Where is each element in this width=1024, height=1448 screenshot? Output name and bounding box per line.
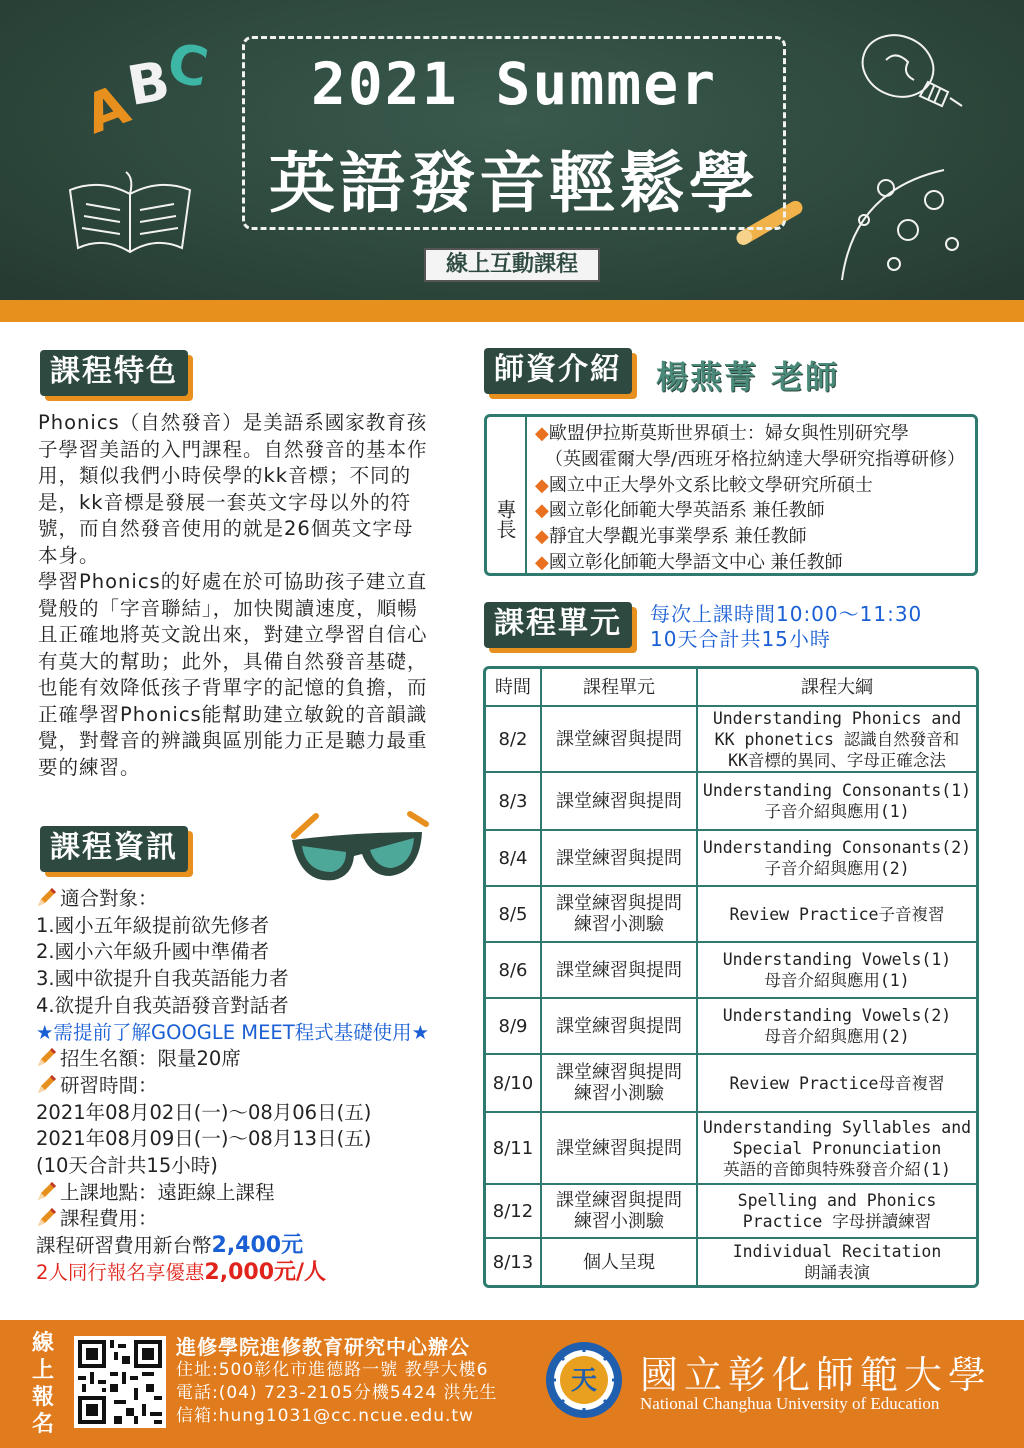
university-name-zh: 國立彰化師範大學	[640, 1353, 993, 1397]
location-row	[36, 1180, 456, 1207]
book-icon	[60, 170, 200, 260]
schedule-date: 8/13	[486, 1239, 542, 1285]
fee-amount: 2,400元	[211, 1233, 304, 1259]
seal-character: 天	[570, 1366, 598, 1396]
schedule-outline-line: 子音介紹與應用(2)	[764, 859, 910, 878]
specialty-item	[535, 421, 965, 447]
period-total: (10天合計共15小時)	[36, 1154, 218, 1178]
features-heading: 課程特色	[40, 350, 188, 396]
pencil-icon	[36, 1180, 58, 1202]
diamond-icon: ◆	[535, 423, 549, 444]
specialty-text: 歐盟伊拉斯莫斯世界碩士：婦女與性別研究學	[548, 423, 909, 444]
pencil-icon	[36, 886, 58, 908]
schedule-unit	[542, 1113, 698, 1185]
pencil-icon	[36, 1206, 58, 1228]
schedule-outline-line: Practice 字母拼讀練習	[742, 1212, 932, 1231]
header-divider	[0, 300, 1024, 322]
qr-code[interactable]	[74, 1336, 166, 1428]
schedule-outline	[698, 1113, 976, 1185]
schedule-unit-line: 練習小測驗	[574, 1211, 664, 1232]
glasses-icon	[286, 796, 436, 896]
schedule-unit	[542, 1055, 698, 1113]
schedule-unit	[542, 707, 698, 773]
schedule-unit	[542, 943, 698, 999]
specialty-item	[535, 498, 965, 524]
period-1: 2021年08月02日(一)～08月06日(五)	[36, 1100, 372, 1124]
schedule-outline	[698, 707, 976, 773]
schedule-unit-line: 課堂練習與提問	[556, 790, 682, 812]
info-list	[36, 886, 456, 1287]
info-heading: 課程資訊	[40, 826, 188, 872]
schedule-unit-line: 練習小測驗	[574, 1083, 664, 1104]
schedule-outline-line: 英語的音節與特殊發音介紹(1)	[723, 1159, 951, 1179]
schedule-unit-line: 課堂練習與提問	[556, 1137, 682, 1159]
schedule-outline-line: KK音標的異同、字母正確念法	[728, 750, 946, 770]
table-row	[486, 999, 976, 1055]
period-label-row	[36, 1073, 456, 1100]
qr-code-icon	[78, 1340, 162, 1424]
specialty-text: 靜宜大學觀光事業學系 兼任教師	[548, 526, 807, 548]
schedule-unit	[542, 773, 698, 831]
fee-row	[36, 1233, 456, 1260]
schedule-unit	[542, 887, 698, 943]
table-row	[486, 1239, 976, 1285]
audience-item-4: 4.欲提升自我英語發音對話者	[36, 993, 289, 1017]
table-row	[486, 1113, 976, 1185]
schedule-outline-line: Spelling and Phonics	[737, 1191, 937, 1210]
schedule-date: 8/11	[486, 1113, 542, 1185]
schedule-outline-line: Understanding Vowels(2)	[722, 1006, 952, 1025]
letter-a: A	[76, 72, 138, 147]
audience-label: 適合對象：	[60, 887, 158, 910]
teacher-heading: 師資介紹	[484, 348, 632, 394]
col-header-outline: 課程大綱	[698, 669, 976, 707]
schedule-outline	[698, 943, 976, 999]
audience-label-row	[36, 886, 456, 913]
schedule-outline-line: Special Pronunciation	[732, 1138, 942, 1158]
table-row	[486, 831, 976, 887]
schedule-unit-line: 課堂練習與提問	[556, 893, 682, 914]
discount-row	[36, 1260, 456, 1287]
table-body	[486, 707, 976, 1285]
schedule-outline	[698, 1185, 976, 1239]
schedule-unit	[542, 999, 698, 1055]
discount-amount: 2,000元/人	[204, 1259, 327, 1285]
schedule-outline-line: Review Practice子音複習	[729, 904, 945, 924]
schedule-date: 8/6	[486, 943, 542, 999]
schedule-outline-line: Understanding Phonics and	[712, 708, 962, 728]
online-register-label: 線上報名	[31, 1331, 54, 1437]
schedule-outline	[698, 773, 976, 831]
schedule-date: 8/9	[486, 999, 542, 1055]
period-2: 2021年08月09日(一)～08月13日(五)	[36, 1127, 372, 1151]
schedule-outline-line: Review Practice母音複習	[729, 1073, 945, 1093]
contact-info	[176, 1336, 498, 1428]
letter-b: B	[122, 48, 175, 119]
schedule-unit-line: 個人呈現	[583, 1251, 655, 1273]
schedule-outline-line: Understanding Consonants(1)	[702, 781, 972, 800]
table-row	[486, 773, 976, 831]
schedule-outline-line: Individual Recitation	[732, 1242, 942, 1261]
discount-text: 2人同行報名享優惠	[36, 1260, 205, 1284]
schedule-unit-line: 課堂練習與提問	[556, 728, 682, 750]
specialty-list	[535, 421, 965, 576]
lightbulb-icon	[850, 20, 980, 120]
specialty-text: 國立彰化師範大學語文中心 兼任教師	[548, 551, 843, 573]
period-label: 研習時間：	[60, 1073, 158, 1097]
features-paragraph-1: Phonics（自然發音）是美語系國家教育孩子學習美語的入門課程。自然發音的基本作用，類似我們小時侯學的kk音標；不同的是，kk音標是發展一套英文字母以外的符號，而自然發音使用的就是26個英文字母本身。	[38, 411, 428, 567]
schedule-unit-line: 課堂練習與提問	[556, 847, 682, 869]
pencil-icon	[36, 1073, 58, 1095]
schedule-unit-line: 練習小測驗	[574, 914, 664, 935]
specialty-item	[535, 524, 965, 550]
email: 信箱:hung1031@cc.ncue.edu.tw	[176, 1406, 474, 1426]
university-name-en: National Changhua University of Education	[640, 1394, 940, 1413]
schedule-outline-line: Understanding Syllables and	[702, 1117, 972, 1137]
university-seal-icon	[544, 1340, 624, 1420]
table-row	[486, 707, 976, 773]
address: 住址:500彰化市進德路一號 教學大樓6	[176, 1360, 489, 1380]
quota-text: 招生名額：限量20席	[60, 1047, 241, 1071]
schedule-date: 8/3	[486, 773, 542, 831]
schedule-outline-line: 朗誦表演	[804, 1263, 870, 1282]
schedule-date: 8/4	[486, 831, 542, 887]
schedule-outline-line: 母音介紹與應用(1)	[764, 971, 910, 990]
schedule-outline-line: 母音介紹與應用(2)	[764, 1027, 910, 1046]
schedule-unit	[542, 1239, 698, 1285]
title-chinese: 英語發音輕鬆學	[269, 145, 759, 222]
fee-text: 課程研習費用新台幣	[36, 1234, 212, 1258]
specialty-text: 國立彰化師範大學英語系 兼任教師	[548, 500, 825, 522]
letter-c: C	[162, 31, 213, 100]
schedule-outline	[698, 999, 976, 1055]
specialty-label: 專長	[487, 417, 527, 573]
col-header-unit: 課程單元	[542, 669, 698, 707]
office-name: 進修學院進修教育研究中心辦公	[176, 1335, 470, 1359]
schedule-unit	[542, 831, 698, 887]
location-text: 上課地點：遠距線上課程	[60, 1180, 275, 1204]
audience-item-1: 1.國小五年級提前欲先修者	[36, 913, 270, 937]
planet-icon	[834, 160, 984, 290]
teacher-specialties-box	[484, 414, 978, 576]
specialty-item	[535, 447, 965, 473]
schedule-date: 8/2	[486, 707, 542, 773]
teacher-name: 楊燕菁 老師	[656, 358, 840, 396]
google-meet-notice: ★需提前了解GOOGLE MEET程式基礎使用★	[36, 1020, 430, 1044]
schedule-outline-line: Understanding Vowels(1)	[722, 950, 952, 969]
schedule-note-time: 每次上課時間10:00～11:30	[650, 602, 923, 626]
diamond-icon: ◆	[535, 474, 549, 496]
schedule-unit-line: 課堂練習與提問	[556, 1015, 682, 1037]
subtitle-online-course: 線上互動課程	[424, 248, 600, 282]
phone: 電話:(04) 723-2105分機5424 洪先生	[176, 1383, 498, 1403]
quota-row	[36, 1046, 456, 1073]
schedule-unit-line: 課堂練習與提問	[556, 1062, 682, 1083]
schedule-outline	[698, 1055, 976, 1113]
schedule-table	[483, 666, 979, 1288]
diamond-icon: ◆	[535, 551, 549, 573]
schedule-note-total: 10天合計共15小時	[650, 627, 831, 651]
schedule-date: 8/10	[486, 1055, 542, 1113]
audience-item-3: 3.國中欲提升自我英語能力者	[36, 967, 289, 991]
schedule-outline-line: Understanding Consonants(2)	[702, 838, 972, 857]
table-header-row	[486, 669, 976, 707]
title-english: 2021 Summer	[310, 50, 718, 118]
schedule-unit	[542, 1185, 698, 1239]
specialty-text: （英國霍爾大學/西班牙格拉納達大學研究指導研修）	[545, 448, 966, 470]
table-row	[486, 1185, 976, 1239]
schedule-unit-line: 課堂練習與提問	[556, 959, 682, 981]
abc-letters	[76, 31, 230, 147]
schedule-unit-line: 課堂練習與提問	[556, 1190, 682, 1211]
specialty-item	[535, 550, 965, 576]
specialty-text: 國立中正大學外文系比較文學研究所碩士	[548, 474, 873, 496]
features-text	[38, 410, 430, 781]
schedule-outline	[698, 831, 976, 887]
schedule-heading: 課程單元	[484, 602, 632, 648]
schedule-note	[650, 602, 922, 652]
diamond-icon: ◆	[535, 500, 549, 522]
schedule-outline-line: 子音介紹與應用(1)	[764, 802, 910, 821]
features-paragraph-2: 學習Phonics的好處在於可協助孩子建立直覺般的「字音聯結」，加快閱讀速度，順暢且正確地將英文說出來，對建立學習自信心有莫大的幫助；此外，具備自然發音基礎，也能有效降低孩子背單字的記憶的負擔，而正確學習Phonics能幫助建立敏銳的音韻識覺，對聲音的辨識與區別能力正是聽力最重要的練習。	[38, 570, 428, 779]
audience-item-2: 2.國小六年級升國中準備者	[36, 940, 270, 964]
schedule-outline-line: KK phonetics 認識自然發音和	[714, 729, 960, 749]
pencil-icon	[36, 1046, 58, 1068]
schedule-date: 8/5	[486, 887, 542, 943]
table-row	[486, 1055, 976, 1113]
table-row	[486, 943, 976, 999]
fee-label-row	[36, 1206, 456, 1233]
diamond-icon: ◆	[535, 526, 549, 548]
specialty-item	[535, 473, 965, 499]
table-row	[486, 887, 976, 943]
schedule-outline	[698, 1239, 976, 1285]
fee-label: 課程費用：	[60, 1207, 158, 1231]
col-header-time: 時間	[486, 669, 542, 707]
schedule-date: 8/12	[486, 1185, 542, 1239]
schedule-outline	[698, 887, 976, 943]
